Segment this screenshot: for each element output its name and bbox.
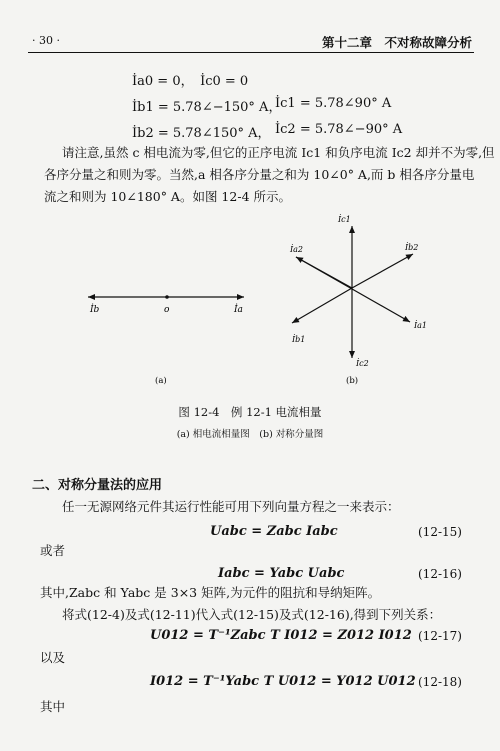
label-ia: İa (234, 305, 243, 315)
equation-number-12-15: (12-15) (418, 525, 462, 539)
equation-b1: İb1 = 5.78∠−150° A， (132, 100, 282, 115)
figure-caption: 图 12-4 例 12-1 电流相量 (178, 405, 322, 419)
vector-ia2 (296, 257, 352, 288)
paragraph3: 其中,Zabc 和 Yabc 是 3×3 矩阵,为元件的阻抗和导纳矩阵。 (40, 585, 381, 600)
page-number: · 30 · (32, 34, 60, 47)
panel-a-label: (a) (155, 376, 167, 386)
paragraph1-line3: 流之和则为 10∠180° A。如图 12-4 所示。 (44, 189, 291, 204)
chapter-title: 第十二章 不对称故障分析 (321, 35, 472, 50)
symmetric-component-diagram (289, 215, 427, 386)
equation-c1: İc1 = 5.78∠90° A (275, 96, 392, 111)
equation-12-15: Uabc = Zabc Iabc (210, 524, 338, 539)
equation-number-12-17: (12-17) (418, 629, 462, 643)
label-ib1: İb1 (292, 335, 306, 344)
or-text: 或者 (40, 543, 66, 558)
figure-subcaption: (a) 相电流相量图 (b) 对称分量图 (176, 429, 324, 440)
equation-12-17: U012 = T⁻¹Zabc T I012 = Z012 I012 (150, 628, 412, 643)
equation-number-12-18: (12-18) (418, 675, 462, 689)
paragraph1-line1: 请注意,虽然 c 相电流为零,但它的正序电流 Ic1 和负序电流 Ic2 却并不为零,但 (62, 145, 495, 160)
panel-b-label: (b) (346, 376, 359, 386)
also-text: 以及 (40, 650, 66, 665)
label-ic2: İc2 (356, 359, 369, 368)
paragraph4: 将式(12-4)及式(12-11)代入式(12-15)及式(12-16),得到下列关系： (62, 607, 442, 622)
label-ib: İb (90, 305, 100, 315)
phase-current-diagram (88, 295, 244, 386)
paragraph2: 任一无源网络元件其运行性能可用下列向量方程之一来表示： (62, 499, 400, 514)
label-origin: o (164, 305, 170, 315)
where-text: 其中 (40, 699, 66, 714)
equation-number-12-16: (12-16) (418, 567, 462, 581)
paragraph1-line2: 各序分量之和则为零。当然,a 相各序分量之和为 10∠0° A,而 b 相各序分量电 (44, 167, 475, 182)
vector-ib2 (352, 254, 413, 288)
section-title: 二、对称分量法的应用 (32, 478, 163, 493)
label-ia1: İa1 (414, 321, 428, 330)
equation-b2: İb2 = 5.78∠150° A， (132, 126, 271, 141)
equation-c2: İc2 = 5.78∠−90° A (275, 122, 403, 137)
equation-12-16: Iabc = Yabc Uabc (218, 566, 345, 581)
label-ic1: İc1 (338, 215, 351, 224)
label-ib2: İb2 (405, 243, 419, 252)
equation-12-18: I012 = T⁻¹Yabc T U012 = Y012 U012 (150, 674, 416, 689)
label-ia2: İa2 (290, 245, 304, 254)
vector-ib1 (292, 288, 352, 323)
origin-point (165, 295, 169, 299)
equation-a0-c0: İa0 = 0， İc0 = 0 (132, 74, 249, 89)
